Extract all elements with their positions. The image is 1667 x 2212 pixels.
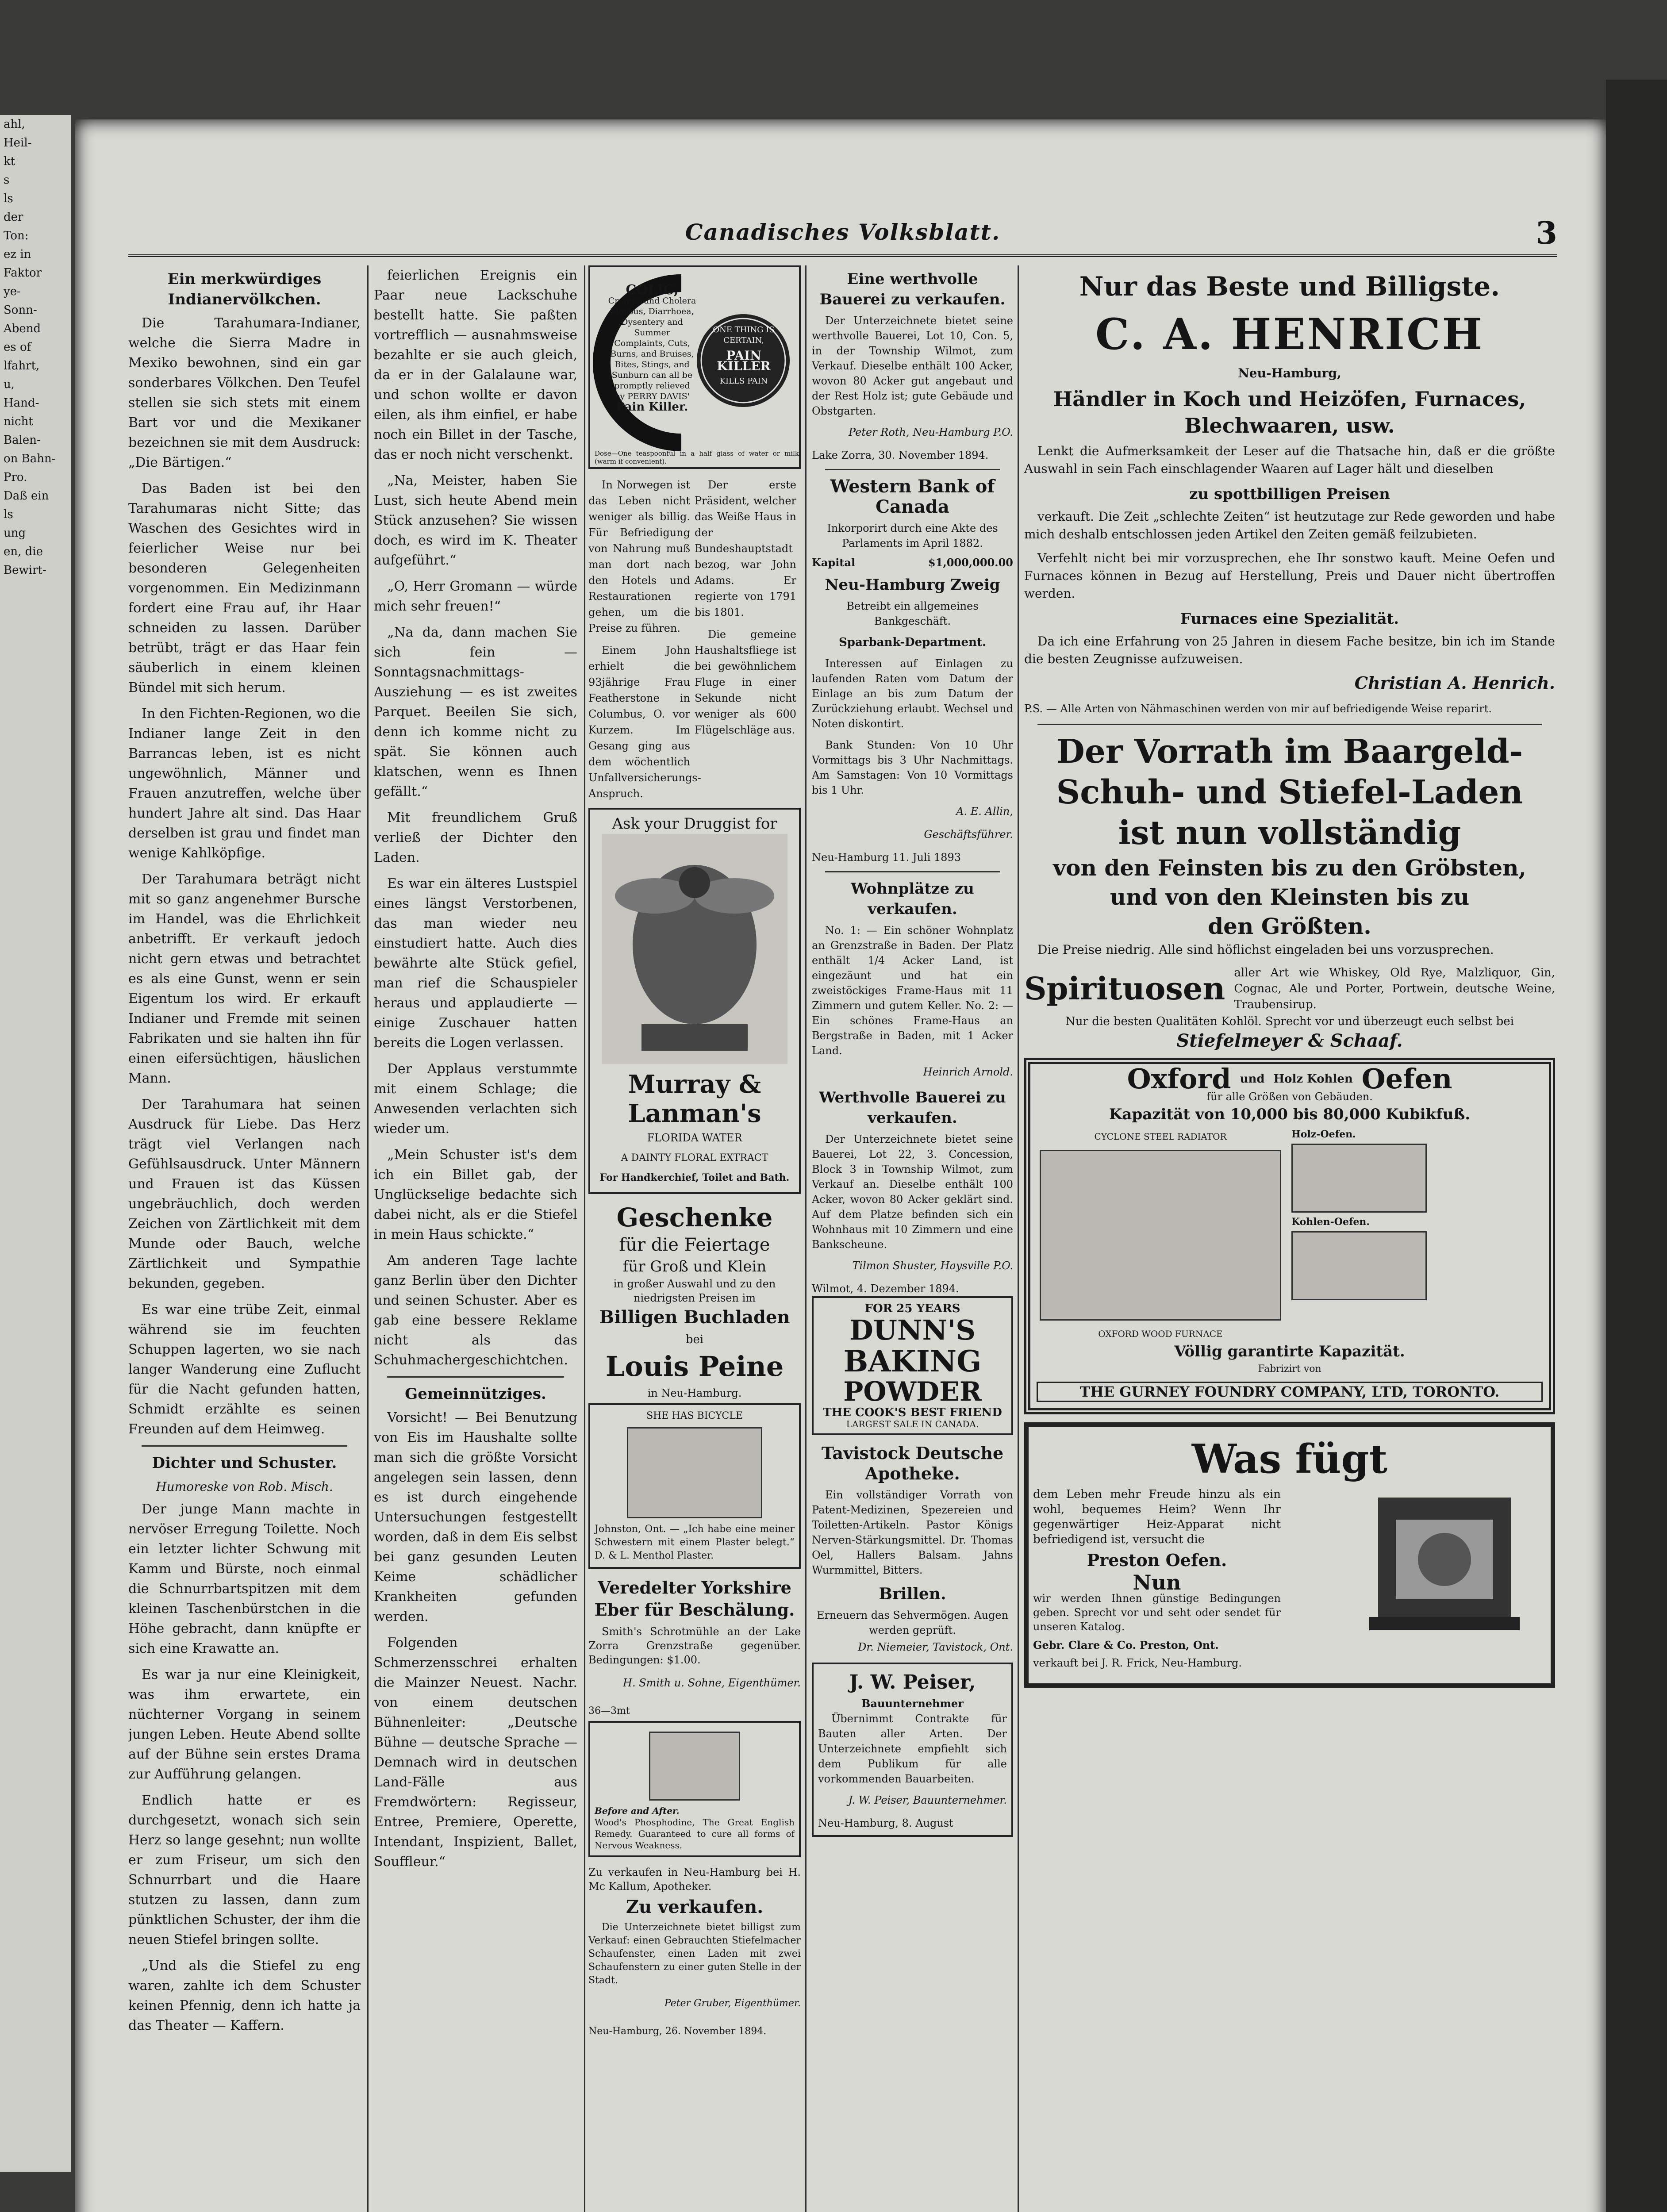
geschenke-line: Billigen Buchladen <box>599 1307 790 1328</box>
bicycle-ad <box>588 1403 801 1569</box>
peiser-name: J. W. Peiser, <box>849 1671 976 1694</box>
oxford-guar: Völlig garantirte Kapazität. <box>1174 1343 1405 1360</box>
dunns-line: LARGEST SALE IN CANADA. <box>846 1418 979 1429</box>
dunns-line: FOR 25 YEARS <box>864 1302 960 1315</box>
murray-top: Ask your Druggist for <box>612 815 777 833</box>
bank-body: Interessen auf Einlagen zu laufenden Raten vom Datum der Einlage an bis zum Datum der Zurückziehung erlaubt. Wechsel und Noten diskontirt. <box>812 657 1013 730</box>
paragraph: „Mein Schuster ist's dem ich ein Billet gab, der Unglückselige bedachte sich dabei nicht, als er die Stiefel in mein Haus schickte.“ <box>374 1147 577 1242</box>
peiser-role: Bauunternehmer <box>861 1697 964 1710</box>
henrich-loc: Neu-Hamburg, <box>1238 366 1341 380</box>
strip-fragment: Bewirt- <box>4 564 46 577</box>
note: In Norwegen ist das Leben nicht weniger als billig. Für Befriedigung von Nahrung muß man dort nach den Hotels und Restaurationen gehen, um die Preise zu führen. <box>588 479 690 634</box>
woods-body: Wood's Phosphodine, The Great English Remedy. Guaranteed to cure all forms of Nervous Weakness. <box>595 1817 795 1851</box>
henrich-spec: Furnaces eine Spezialität. <box>1180 610 1399 628</box>
paragraph: Die Tarahumara-Indianer, welche die Sierra Madre in Mexiko bewohnen, sind ein gar sonderbares Völkchen. Den Teufel stellen sie sich stets mit einem Bart vor und die Mexikaner bezeichnen sie mit dem Ausdruck: „Die Bärtigen.“ <box>128 315 361 470</box>
woods-title: Before and After. <box>595 1805 680 1816</box>
vorrath-note: Die Preise niedrig. Alle sind höflichst eingeladen bei uns vorzusprechen. <box>1037 942 1494 957</box>
murray-use: For Handkerchief, Toilet and Bath. <box>599 1172 790 1183</box>
murray-name1: Murray & <box>628 1070 761 1099</box>
bauerei-sig: Peter Roth, Neu-Hamburg P.O. <box>849 426 1013 438</box>
dunns-line: THE COOK'S BEST FRIEND <box>823 1406 1002 1420</box>
colic-label: COLIC, <box>626 282 679 298</box>
geschenke-ad <box>588 1202 801 1403</box>
column-rule <box>584 265 585 2212</box>
zuverkaufen-title: Zu verkaufen. <box>626 1897 764 1917</box>
tavistock-title: Tavistock Deutsche Apotheke. <box>821 1443 1004 1483</box>
column-3 <box>588 265 801 2212</box>
geschenke-name: Louis Peine <box>605 1350 784 1382</box>
strip-fragment: on Bahn- <box>4 452 56 465</box>
page-number: 3 <box>1536 215 1557 251</box>
henrich-body: Lenkt die Aufmerksamkeit der Leser auf die Thatsache hin, daß er die größte Auswahl in sein Fach einschlagender Waaren auf Lager hält und dieselben <box>1024 444 1555 476</box>
notes-column <box>588 477 701 808</box>
strip-fragment: es of <box>4 341 31 354</box>
portrait-illustration <box>649 1732 740 1801</box>
strip-fragment: ls <box>4 508 13 521</box>
note: Der erste Präsident, welcher das Weiße Haus in der Bundeshauptstadt bezog, war John Adams. Er regierte von 1791 bis 1801. <box>695 479 796 618</box>
oxford-maker: THE GURNEY FOUNDRY COMPANY, LTD, TORONTO. <box>1037 1382 1543 1402</box>
henrich-p3: Verfehlt nicht bei mir vorzusprechen, ehe Ihr sonstwo kauft. Meine Oefen und Furnaces können in Bezug auf Herstellung, Preis und Dauer nicht übertroffen werden. <box>1024 551 1555 601</box>
bauerei-title: Eine werthvolle Bauerei zu verkaufen. <box>819 270 1006 308</box>
bicycle-woman-illustration <box>627 1427 762 1518</box>
oxford-title2: Oefen <box>1361 1063 1452 1095</box>
yorkshire-title: Veredelter Yorkshire Eber für Beschälung. <box>594 1578 795 1620</box>
murray-lanman-ad <box>588 808 801 1194</box>
column-4 <box>812 265 1013 2212</box>
bank-sig: A. E. Allin, <box>956 805 1013 818</box>
wasfuegt-title: Was fügt <box>1191 1436 1388 1482</box>
bank-sub: Inkorporirt durch eine Akte des Parlaments im April 1882. <box>827 522 998 549</box>
oxford-fab: Fabrizirt von <box>1258 1363 1321 1375</box>
wasfuegt-body: dem Leben mehr Freude hinzu als ein wohl, bequemes Heim? Wenn Ihr gegenwärtiger Heiz-Apparat nicht befriedigend ist, versucht die <box>1033 1488 1281 1546</box>
spirituosen-title: Spirituosen <box>1024 970 1225 1007</box>
section-title: Gemeinnütziges. <box>405 1385 546 1403</box>
painkiller-text: Cramps and Cholera Morbus, Diarrhoea, Dysentery and Summer Complaints, Cuts, Burns, and Bruises, Bites, Stings, and Sunburn can all be promptly relieved by PERRY DAVIS' <box>608 296 696 401</box>
paragraph: Endlich hatte er es durchgesetzt, wonach sich sein Herz so lange gesehnt; nun wollte er zum Friseur, um sich den Schnurrbart und die Haare stutzen zu lassen, dann zum pünktlichen Schuster, der ihm die neuen Stiefel bringen sollte. <box>128 1793 361 1947</box>
painkiller-brand: Pain Killer. <box>616 400 688 414</box>
yorkshire-num: 36—3mt <box>588 1705 630 1717</box>
strip-fragment: Faktor <box>4 266 42 280</box>
wasfuegt-nun: Nun <box>1133 1571 1181 1594</box>
note: Einem John erhielt die 93jährige Frau Featherstone in Columbus, O. vor Kurzem. Im Gesang ging aus dem wöchentlich Unfallversicherungs-Anspruch. <box>588 644 701 800</box>
bank-branch: Neu-Hamburg Zweig <box>825 576 1000 594</box>
bank-sig2: Geschäftsführer. <box>924 828 1013 841</box>
column-rule <box>805 265 807 2212</box>
paragraph: „O, Herr Gromann — würde mich sehr freuen!“ <box>374 579 577 614</box>
bauerei-body: Der Unterzeichnete bietet seine werthvolle Bauerei, Lot 10, Con. 5, in der Township Wilmot, zum Verkauf. Dieselbe enthält 100 Acker, wovon 80 Acker gut angebaut und der Rest Holz ist; gute Gebäude und Obstgarten. <box>812 315 1013 417</box>
masthead <box>128 215 1557 257</box>
strip-fragment: kt <box>4 155 15 168</box>
strip-fragment: lfahrt, <box>4 359 40 373</box>
vorrath-line: und von den Kleinsten bis zu <box>1110 884 1470 910</box>
divider <box>387 1376 564 1378</box>
paragraph: Es war eine trübe Zeit, einmal während sie im feuchten Schuppen lagerten, wo sie nach langer Wanderung eine Zuflucht für die Nacht gefunden hatten, Schmidt erzählte es seinen Freunden auf dem Heimweg. <box>128 1302 361 1437</box>
seal-top-text: ONE THING IS CERTAIN, <box>713 325 775 345</box>
column-rule <box>1018 265 1019 2212</box>
note: Die gemeine Haushaltsfliege ist bei gewöhnlichem Fluge in einer Sekunde nicht weniger als 600 Flügelschläge aus. <box>695 628 796 736</box>
bank-date: Neu-Hamburg 11. Juli 1893 <box>812 851 961 864</box>
geschenke-loc: in Neu-Hamburg. <box>647 1387 742 1399</box>
strip-fragment: ahl, <box>4 118 25 131</box>
page-edge-shadow <box>1606 80 1667 2212</box>
holz-oefen-label: Holz-Oefen. <box>1291 1129 1356 1140</box>
stove-illustration-icon <box>1352 1480 1537 1639</box>
story-title: Dichter und Schuster. <box>152 1454 337 1472</box>
spirituosen-note: Nur die besten Qualitäten Kohlöl. Sprecht vor und überzeugt euch selbst bei <box>1065 1015 1514 1028</box>
column-5 <box>1024 265 1555 2212</box>
paragraph: Es war ein älteres Lustspiel eines längst Verstorbenen, das man wieder neu einstudiert hatte. Auch dies bewährte alte Stück gefiel, man rief die Schauspieler heraus und applaudierte — einige Zuschauer hatten bereits die Logen verlassen. <box>374 876 577 1051</box>
yorkshire-sig: H. Smith u. Sohne, Eigenthümer. <box>623 1677 801 1689</box>
kohlen-oefen-label: Kohlen-Oefen. <box>1291 1216 1370 1228</box>
vorrath-line: Schuh- und Stiefel-Laden <box>1056 773 1523 811</box>
henrich-p2: verkauft. Die Zeit „schlechte Zeiten“ ist heutzutage zur Rede geworden und habe mich deshalb entschlossen jeden Artikel den Zeiten gemäß feilzubieten. <box>1024 509 1555 541</box>
sale-note: Zu verkaufen in Neu-Hamburg bei H. Mc Kallum, Apotheker. <box>588 1866 801 1893</box>
oxford-ad <box>1024 1058 1555 1414</box>
wasfuegt-brand: Preston Oefen. <box>1087 1550 1227 1570</box>
wasfuegt-p2: wir werden Ihnen günstige Bedingungen geben. Sprecht vor und seht oder sendet für unseren Katalog. <box>1033 1592 1281 1633</box>
murray-tag: A DAINTY FLORAL EXTRACT <box>621 1152 768 1164</box>
furnace-illustrations <box>1037 1128 1284 1343</box>
henrich-p4: Da ich eine Erfahrung von 25 Jahren in diesem Fache besitze, bin ich im Stande die besten Zeugnisse aufzuweisen. <box>1024 634 1555 666</box>
bauerei-date: Lake Zorra, 30. November 1894. <box>812 449 989 461</box>
oxford-holz: Holz Kohlen <box>1273 1072 1353 1086</box>
geschenke-title: Geschenke <box>616 1202 773 1233</box>
wasfuegt-maker: Gebr. Clare & Co. Preston, Ont. <box>1033 1639 1219 1651</box>
column-1 <box>128 265 361 2212</box>
peiser-date: Neu-Hamburg, 8. August <box>818 1816 953 1829</box>
bank-hours: Bank Stunden: Von 10 Uhr Vormittags bis 3 Uhr Nachmittags. Am Samstagen: Von 10 Vormittags bis 1 Uhr. <box>812 739 1013 796</box>
henrich-price: zu spottbilligen Preisen <box>1189 485 1390 503</box>
seal-bottom-text: KILLS PAIN <box>719 376 768 386</box>
seal-center-text: PAIN KILLER <box>717 348 771 373</box>
strip-fragment: u, <box>4 378 15 391</box>
brillen-title: Brillen. <box>879 1584 946 1603</box>
strip-fragment: Hand- <box>4 396 39 410</box>
strip-fragment: ye- <box>4 285 21 298</box>
vorrath-line: von den Feinsten bis zu den Gröbsten, <box>1053 855 1526 881</box>
strip-fragment: en, die <box>4 545 43 558</box>
strip-fragment: ung <box>4 526 26 540</box>
peiser-sig: J. W. Peiser, Bauunternehmer. <box>848 1793 1007 1806</box>
peiser-ad <box>812 1663 1013 1837</box>
brillen-sub: Erneuern das Sehvermögen. Augen werden geprüft. <box>816 1609 1009 1636</box>
paragraph: Der Tarahumara beträgt nicht mit so ganz angenehmer Bursche im Handel, was die Ehrlichkeit anbetrifft. Er verkauft jedoch nicht gern etwas und betrachtet es als eine Gunst, wenn er sein Eigentum los wird. Er erkauft Indianer und Fremde mit seinen Fabrikaten und sie halten ihn für einen eifersüchtigen, häuslichen Mann. <box>128 872 361 1086</box>
bicycle-text: Johnston, Ont. — „Ich habe eine meiner Schwestern mit einem Plaster belegt.“ D. & L. Menthol Plaster. <box>595 1524 795 1561</box>
story-author: Humoreske von Rob. Misch. <box>156 1479 333 1494</box>
dunns-line: POWDER <box>843 1376 982 1408</box>
painkiller-note: Dose—One teaspoonful in a half glass of water or milk (warm if convenient). <box>595 449 799 465</box>
oxford-und: und <box>1240 1072 1265 1086</box>
bauerei2-title: Werthvolle Bauerei zu verkaufen. <box>819 1089 1006 1127</box>
geschenke-line: in großer Auswahl und zu den niedrigsten Preisen im <box>613 1278 776 1304</box>
geschenke-line: für die Feiertage <box>619 1235 770 1255</box>
strip-fragment: Daß ein <box>4 489 49 503</box>
paragraph: Am anderen Tage lachte ganz Berlin über den Dichter und seinen Schuster. Aber es gab eine bessere Reklame nicht als das Schuhmachergeschichtchen. <box>374 1253 577 1368</box>
bauerei2-body: Der Unterzeichnete bietet seine Bauerei, Lot 22, 3. Concession, Block 3 in Township Wilmot, zum Verkauf an. Dieselbe enthält 100 Acker, wovon 80 Acker geklärt sind. Auf dem Platze befinden sich ein Wohnhaus mit 10 Zimmern und eine Bankscheune. <box>812 1133 1013 1251</box>
divider <box>1037 724 1542 725</box>
furnace-illustration-icon <box>1040 1150 1281 1321</box>
strip-fragment: der <box>4 211 23 224</box>
paragraph: Der junge Mann machte in nervöser Erregung Toilette. Noch ein letzter lichter Schwung mit Kamm und Bürste, noch einmal die Schnurrbartspitzen mit dem kleinen Taschenbürstchen in die Höhe gebracht, dann knüpfte er sich eine Krawatte an. <box>128 1502 361 1656</box>
tavistock-body: Ein vollständiger Vorrath von Patent-Medizinen, Spezereien und Toiletten-Artikeln. Pastor Königs Nerven-Stärkungsmittel. Dr. Thomas Oel, Hallers Balsam. Jahns Wurmmittel, Bitters. <box>812 1488 1013 1576</box>
bank-branch-sub: Betreibt ein allgemeines Bankgeschäft. <box>846 600 979 627</box>
newspaper-page <box>75 119 1606 2212</box>
tavistock-sig: Dr. Niemeier, Tavistock, Ont. <box>858 1640 1013 1653</box>
top-slogan: Nur das Beste und Billigste. <box>1079 271 1500 302</box>
paragraph: „Und als die Stiefel zu eng waren, zahlte ich dem Schuster keinen Pfennig, denn ich hatte ja das Theater — Kaffern. <box>128 1958 361 2033</box>
paragraph: „Na, Meister, haben Sie Lust, sich heute Abend mein Stück anzusehen? Sie wissen doch, es wird im K. Theater aufgeführt.“ <box>374 473 577 568</box>
wasfuegt-agent: verkauft bei J. R. Frick, Neu-Hamburg. <box>1033 1657 1242 1669</box>
wohnplaetze-sig: Heinrich Arnold. <box>923 1066 1013 1078</box>
dunns-line: BAKING <box>843 1344 982 1379</box>
left-page-strip <box>0 115 71 2172</box>
column-rule <box>367 265 369 2212</box>
murray-name2: Lanman's <box>628 1099 761 1128</box>
dunns-line: DUNN'S <box>849 1313 976 1346</box>
strip-fragment: Sonn- <box>4 303 37 317</box>
dunns-ad <box>812 1296 1013 1435</box>
wohnplaetze-title: Wohnplätze zu verkaufen. <box>851 880 974 918</box>
bauerei2-date: Wilmot, 4. Dezember 1894. <box>812 1283 959 1295</box>
bank-dept: Sparbank-Department. <box>838 636 987 649</box>
divider <box>825 871 1000 872</box>
capital-value: $1,000,000.00 <box>928 556 1013 569</box>
yorkshire-body: Smith's Schrotmühle an der Lake Zorra Grenzstraße gegenüber. Bedingungen: $1.00. <box>588 1625 801 1666</box>
notes-column <box>695 477 796 808</box>
strip-fragment: s <box>4 173 10 187</box>
paragraph: Folgenden Schmerzensschrei erhalten die Mainzer Neuest. Nachr. von einem deutschen Bühnenleiter: „Deutsche Bühne — deutsche Sprache — Demnach wird in deutschen Land-Fälle aus Fremdwörtern: Regisseur, Entree, Premiere, Operette, Intendant, Inspizient, Ballet, Souffleur.“ <box>374 1635 577 1870</box>
strip-fragment: nicht <box>4 415 33 428</box>
paragraph: Das Baden ist bei den Tarahumaras nicht Sitte; das Waschen des Gesichtes wird in feierlicher Weise nur bei besonderen Gelegenheiten vorgenommen. Ein Medizinmann fordert eine Frau auf, ihr Haar schneiden zu lassen. Darüber betrübt, trägt er das Haar fein säuberlich in einem kleinen Bündel mit sich herum. <box>128 481 361 695</box>
column-2 <box>374 265 577 2212</box>
capital-label: Kapital <box>812 556 856 569</box>
masthead-title: Canadisches Volksblatt. <box>685 219 1001 245</box>
paragraph: In den Fichten-Regionen, wo die Indianer lange Zeit in den Barrancas leben, ist es nicht ungewöhnlich, Männer und Frauen anzutreffen, welche über hundert Jahre alt sind. Das Haar derselben ist grau und findet man wenige Kahlköpfige. <box>128 706 361 861</box>
bauerei2-sig: Tilmon Shuster, Haysville P.O. <box>852 1260 1013 1272</box>
strip-fragment: Abend <box>4 322 41 335</box>
woods-ad <box>588 1721 801 1857</box>
preston-ad <box>1024 1422 1555 1688</box>
feature-list-block <box>1291 1231 1427 1300</box>
paragraph: feierlichen Ereignis ein Paar neue Lackschuhe bestellt hatte. Sie paßten vortrefflich — ausnahmsweise bezahlte er sie auch gleich, da er in der Galalaune war, und schon wollte er davon eilen, als ihm einfiel, er habe noch ein Billet in der Tasche, das er noch nicht verschenkt. <box>374 268 577 462</box>
wohnplaetze-body: No. 1: — Ein schöner Wohnplatz an Grenzstraße in Baden. Der Platz enthält 1/4 Acker Land, ist eingezäunt und hat ein zweistöckiges Frame-Haus mit 11 Zimmern und gutem Keller. No. 2: — Ein schönes Frame-Haus an Bergstraße in Baden, mit 1 Acker Land. <box>812 924 1013 1057</box>
paragraph: Der Tarahumara hat seinen Ausdruck für Liebe. Das Herz trägt viel Verlangen nach Gefühlsausdruck. Unter Männern und Frauen ist das Küssen ungebräuchlich, doch werden Zeichen von Zärtlichkeit mit dem Munde oder Bauch, welche Zärtlichkeit und Sympathie bekunden, gegeben. <box>128 1097 361 1291</box>
paragraph: Der Applaus verstummte mit einem Schlage; die Anwesenden verlachten sich wieder um. <box>374 1061 577 1137</box>
strip-fragment: Ton: <box>4 229 29 242</box>
spirituosen-sig: Stiefelmeyer & Schaaf. <box>1176 1030 1403 1051</box>
vorrath-line: den Größten. <box>1208 913 1371 939</box>
vorrath-ad <box>1024 731 1555 941</box>
zuverkaufen-sig: Peter Gruber, Eigenthümer. <box>664 1998 801 2009</box>
geschenke-line: bei <box>685 1333 704 1346</box>
henrich-ps: P.S. — Alle Arten von Nähmaschinen werden von mir auf befriedigende Weise reparirt. <box>1024 703 1492 715</box>
peiser-body: Übernimmt Contrakte für Bauten aller Arten. Der Unterzeichnete empfiehlt sich dem Publikum für alle vorkommenden Bauarbeiten. <box>818 1712 1007 1785</box>
strip-fragment: ez in <box>4 248 31 261</box>
bank-capital <box>812 555 1013 570</box>
vorrath-line: ist nun vollständig <box>1118 814 1461 852</box>
oxford-sub: für alle Größen von Gebäuden. <box>1206 1091 1373 1103</box>
paragraph: Vorsicht! — Bei Benutzung von Eis im Haushalte sollte man sich die größte Vorsicht angelegen sein lassen, denn es ist durch eingehende Untersuchungen festgestellt worden, daß in dem Eis selbst bei ganz gesunden Leuten Keime schädlicher Krankheiten gefunden werden. <box>374 1410 577 1624</box>
strip-fragment: Heil- <box>4 136 32 150</box>
strip-fragment: Pro. <box>4 471 27 484</box>
henrich-trade: Händler in Koch und Heizöfen, Furnaces, Blechwaaren, usw. <box>1053 387 1526 438</box>
feature-list-block <box>1291 1144 1427 1213</box>
zuverkaufen-date: Neu-Hamburg, 26. November 1894. <box>588 2026 767 2037</box>
murray-product: FLORIDA WATER <box>647 1132 742 1144</box>
article-body <box>128 313 361 1439</box>
henrich-sig: Christian A. Henrich. <box>1354 673 1555 693</box>
radiator-caption: CYCLONE STEEL RADIATOR <box>1094 1131 1227 1142</box>
henrich-name: C. A. HENRICH <box>1095 309 1484 359</box>
bank-title: Western Bank of Canada <box>830 476 995 517</box>
strip-fragment: ls <box>4 192 13 205</box>
paragraph: Mit freundlichem Gruß verließ der Dichter den Laden. <box>374 810 577 865</box>
furnace-caption: OXFORD WOOD FURNACE <box>1098 1329 1223 1339</box>
oxford-title1: Oxford <box>1127 1063 1231 1095</box>
article-title: Ein merkwürdiges Indianervölkchen. <box>167 270 322 308</box>
bicycle-caption: SHE HAS BICYCLE <box>646 1410 743 1421</box>
painkiller-ad <box>588 265 801 469</box>
oxford-cap: Kapazität von 10,000 bis 80,000 Kubikfuß. <box>1109 1106 1471 1123</box>
divider <box>825 469 1000 470</box>
divider <box>142 1445 347 1447</box>
geschenke-line: für Groß und Klein <box>622 1258 767 1275</box>
vorrath-line: Der Vorrath im Baargeld- <box>1056 733 1523 771</box>
zuverkaufen-body: Die Unterzeichnete bietet billigst zum Verkauf: einen Gebrauchten Stiefelmacher Schaufenster, einen Laden mit zwei Schaufenstern zu einer guten Stelle in der Stadt. <box>588 1922 801 1986</box>
nymph-illustration-icon <box>602 834 787 1064</box>
strip-fragment: Balen- <box>4 434 41 447</box>
paragraph: Es war ja nur eine Kleinigkeit, was ihm erwartete, ein nüchterner Vorgang in seinem jungen Leben. Heute Abend sollte auf der Bühne sein erstes Drama zur Aufführung gelangen. <box>128 1667 361 1782</box>
paragraph: „Na da, dann machen Sie sich fein — Sonntagsnachmittags-Ausziehung — es ist zweites Parquet. Beeilen Sie sich, denn ich komme nicht zu spät. Sie können auch klatschen, wenn es Ihnen gefällt.“ <box>374 625 577 799</box>
spirituosen-body: aller Art wie Whiskey, Old Rye, Malzliquor, Gin, Cognac, Ale und Porter, Portwein, deutsche Weine, Traubensirup. <box>1234 966 1555 1011</box>
